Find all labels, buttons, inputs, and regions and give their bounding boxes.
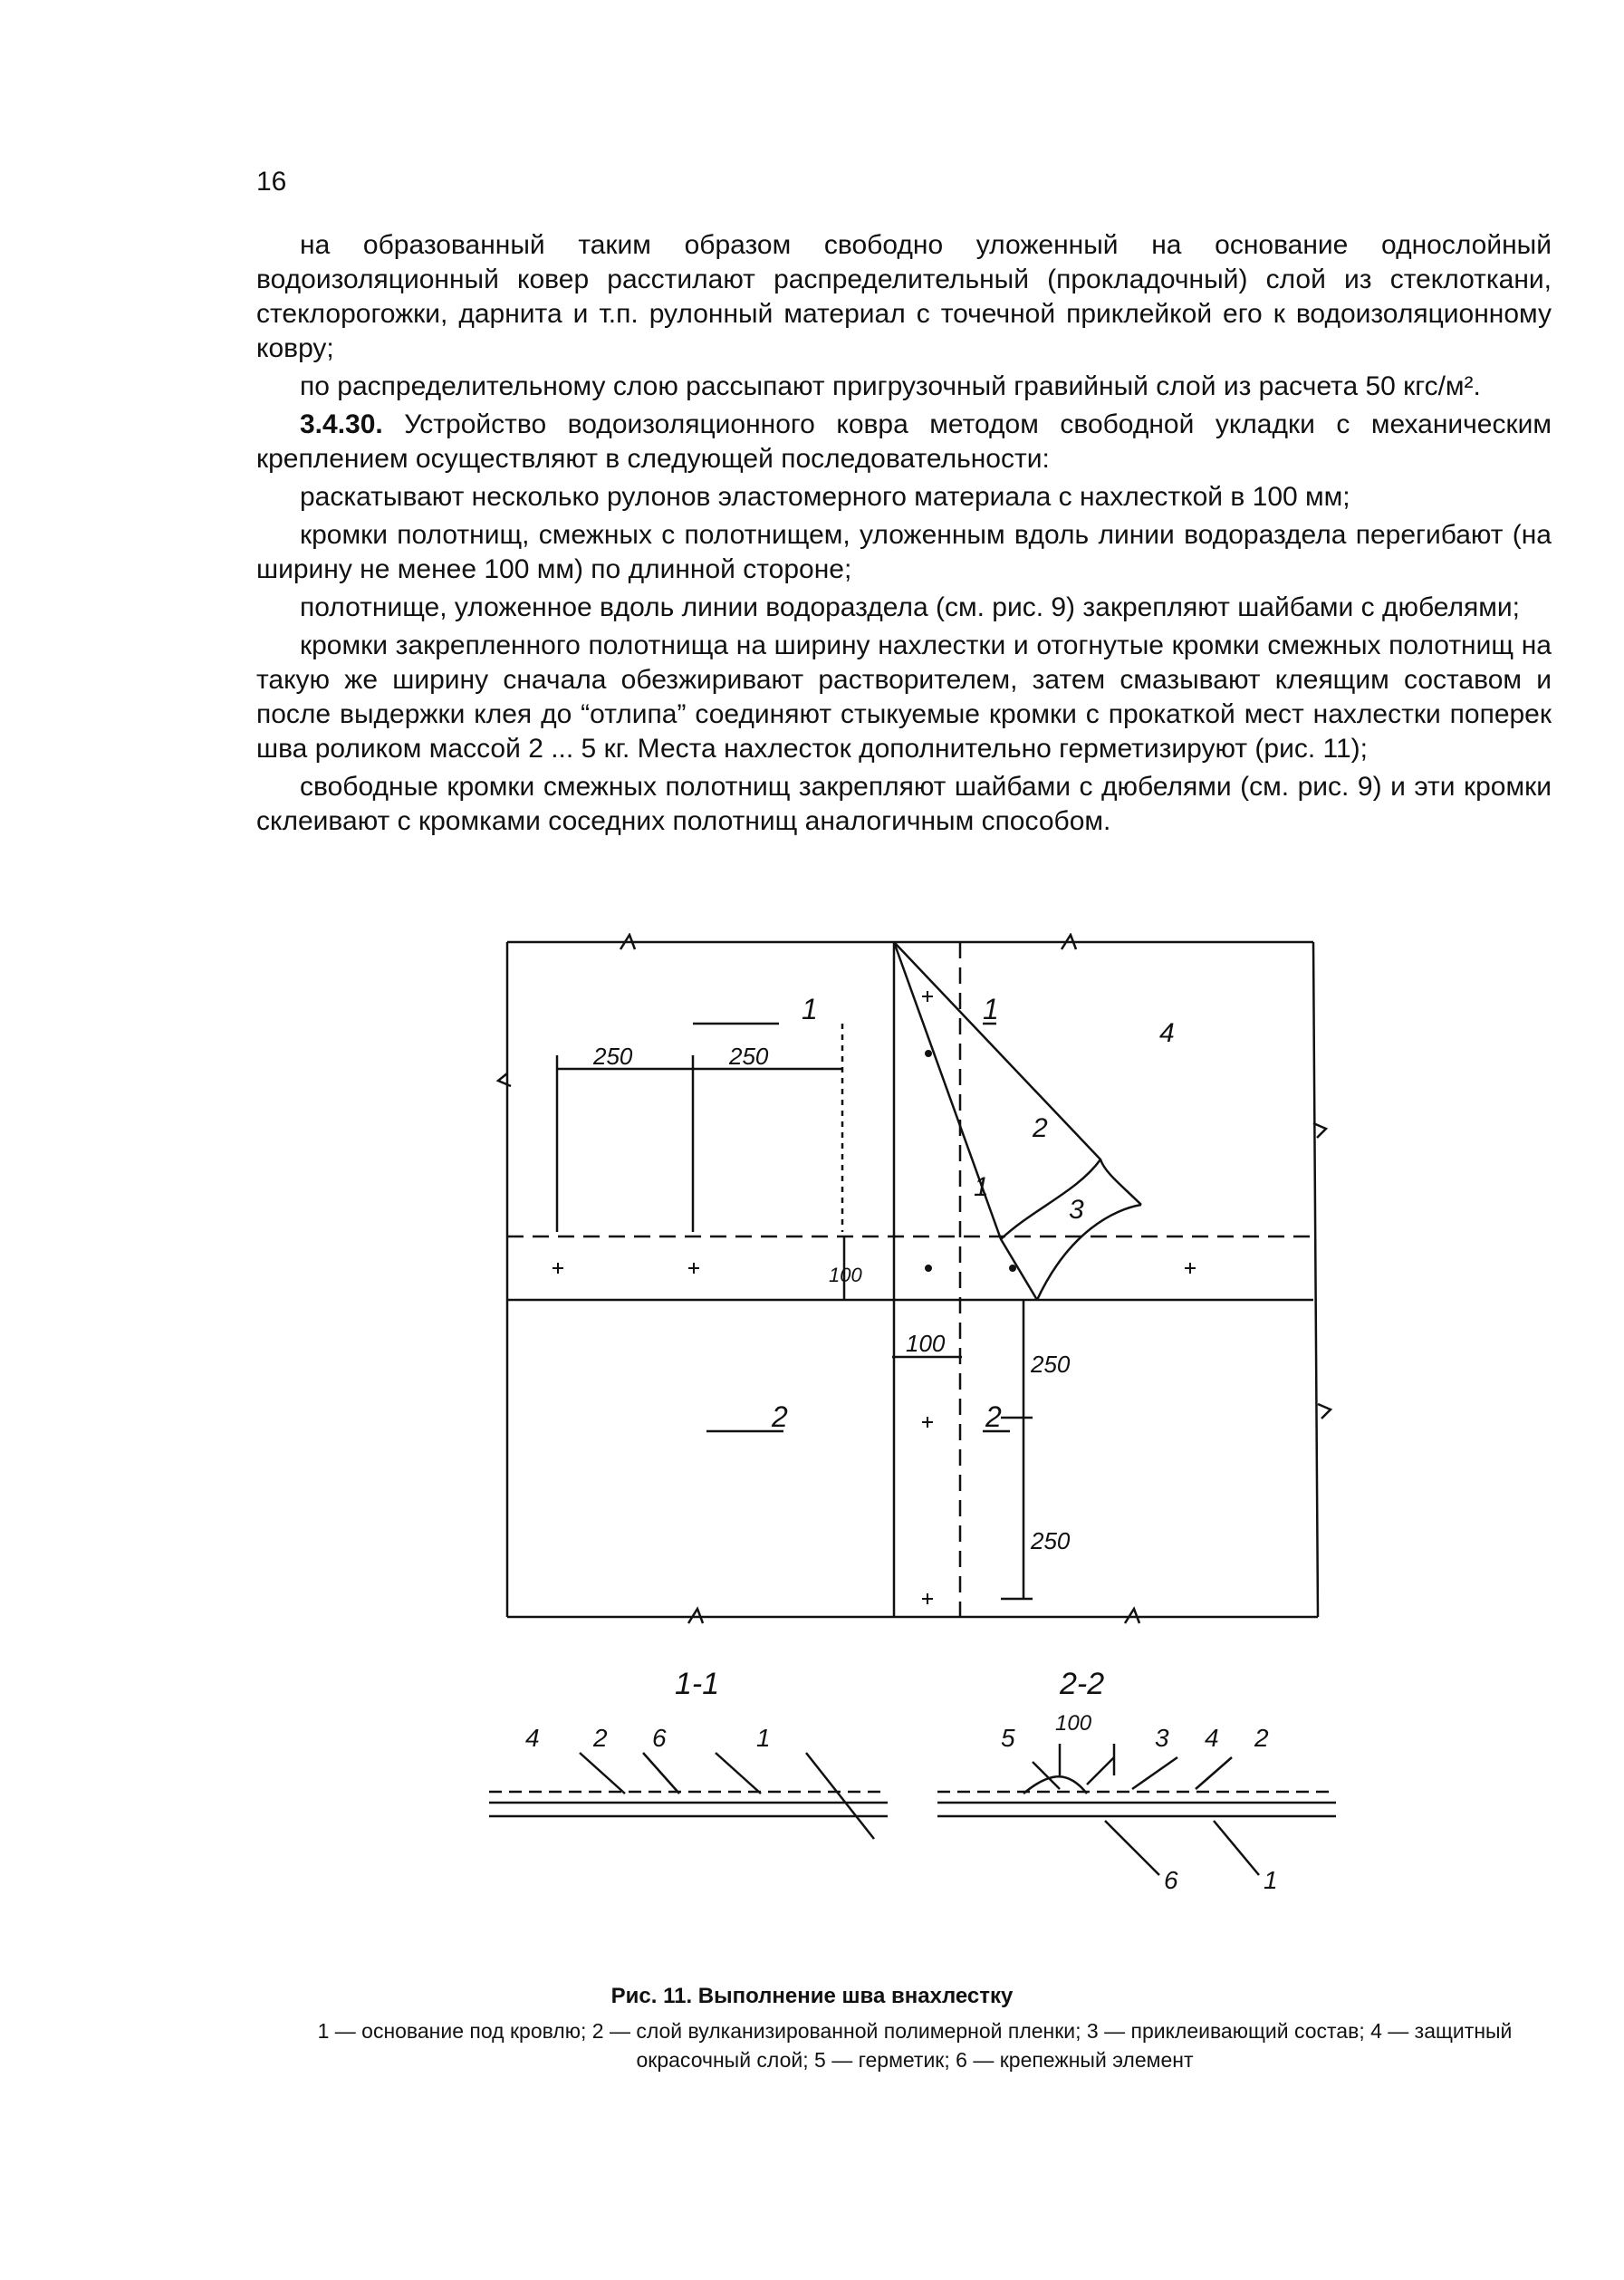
sec1-label-4: 4 (525, 1724, 540, 1752)
sec2-label-1: 1 (1264, 1866, 1278, 1894)
label-3: 3 (1069, 1195, 1084, 1225)
paragraph: полотнище, уложенное вдоль линии водораздела (см. рис. 9) закрепляют шайбами с дюбелями; (300, 592, 1520, 622)
paragraph-section (256, 408, 1552, 476)
paragraph-text: Устройство водоизоляционного ковра методом свободной укладки с механическим креплением осуществляют в следующей последовательности: (256, 409, 1552, 474)
paragraph: по распределительному слою рассыпают пригрузочный гравийный слой из расчета 50 кгс/м². (300, 371, 1481, 401)
sec2-label-4: 4 (1205, 1724, 1219, 1752)
section-title-2-2: 2-2 (1060, 1667, 1105, 1701)
dim-250-top-right: 250 (1031, 1351, 1071, 1378)
plus-marks (553, 991, 1196, 1604)
section-mark-2-right: 2 (985, 1400, 1002, 1433)
label-2: 2 (1033, 1113, 1048, 1143)
paragraph: свободные кромки смежных полотнищ закрепляют шайбами с дюбелями (см. рис. 9) и эти кромки склеивают с кромками соседних полотнищ аналогичным способом. (256, 772, 1552, 836)
paragraph: раскатывают несколько рулонов эластомерного материала с нахлесткой в 100 мм; (300, 482, 1350, 512)
sec2-label-3: 3 (1155, 1724, 1169, 1752)
sec2-label-5: 5 (1001, 1724, 1015, 1752)
section-1-1 (489, 1753, 888, 1839)
body-text (256, 228, 1552, 842)
section-mark-1-left: 1 (802, 993, 818, 1025)
sec2-label-2: 2 (1254, 1724, 1269, 1752)
figure-caption-legend: 1 — основание под кровлю; 2 — слой вулканизированной полимерной пленки; 3 — приклеивающий состав; 4 — защитный окрасочный слой; 5 — герметик; 6 — крепежный элемент (317, 2019, 1513, 2072)
page-number: 16 (256, 167, 287, 197)
dim-100-vertical: 100 (829, 1264, 862, 1286)
paragraph: кромки закрепленного полотнища на ширину нахлестки и отогнутые кромки смежных полотнищ на такую же ширину сначала обезжиривают растворителем, затем смазывают клеящим составом и после выдержки клея до “отлипа” соединяют стыкуемые кромки с прокаткой мест нахлестки поперек шва роликом массой 2 ... 5 кг. Места нахлесток дополнительно герметизируют (рис. 11); (256, 630, 1552, 764)
plan-view (498, 935, 1331, 1623)
dim-100-horizontal: 100 (906, 1330, 946, 1357)
section-number: 3.4.30. (300, 409, 383, 439)
sec1-label-1: 1 (756, 1724, 771, 1752)
figure-11 (489, 933, 1377, 1966)
section-title-1-1: 1-1 (675, 1667, 720, 1701)
paragraph: кромки полотнищ, смежных с полотнищем, уложенным вдоль линии водораздела перегибают (на ширину не менее 100 мм) по длинной стороне; (256, 520, 1552, 584)
dim-250-bottom-right: 250 (1031, 1527, 1071, 1554)
dim-250-left: 250 (593, 1043, 633, 1070)
section-mark-2-left: 2 (772, 1400, 788, 1433)
sec2-dim-100: 100 (1055, 1711, 1092, 1736)
sec1-label-2: 2 (593, 1724, 608, 1752)
figure-caption-title: Рис. 11. Выполнение шва внахлестку (610, 1984, 1014, 2008)
figure-drawing (489, 933, 1377, 1966)
label-4: 4 (1159, 1018, 1175, 1048)
section-2-2 (937, 1744, 1336, 1875)
sec2-label-6: 6 (1164, 1866, 1178, 1894)
sec1-label-6: 6 (652, 1724, 667, 1752)
dim-250-right: 250 (729, 1043, 769, 1070)
section-mark-1-right: 1 (983, 993, 999, 1025)
label-1: 1 (974, 1172, 989, 1202)
paragraph: на образованный таким образом свободно уложенный на основание однослойный водоизоляционный ковер расстилают распределительный (прокладочный) слой из стеклоткани, стеклорогожки, дарнита и т.п. рулонный материал с точечной приклейкой его к водоизоляционному ковру; (256, 230, 1552, 363)
